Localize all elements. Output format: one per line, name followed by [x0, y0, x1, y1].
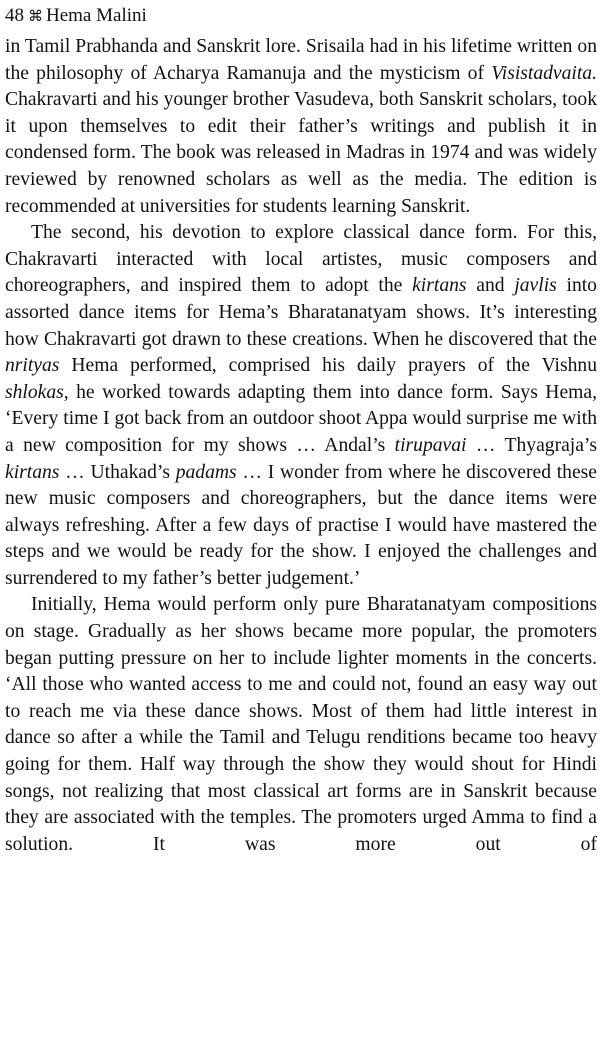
text-run: The second, his devotion to explore classical dance form. For this, Chakravarti interacted with local artistes, music composers and choreographers, and inspired them to adopt the: [5, 222, 597, 297]
text-run: Chakravarti and his younger brother Vasudeva, both Sanskrit scholars, took it upon themselves to edit their father’s writings and publish it in condensed form. The book was released in Madras in 1974 and was widely reviewed by renowned scholars as well as the media. The edition is recommended at universities for students learning Sanskrit.: [5, 89, 597, 217]
separator-icon: ⌘: [28, 7, 43, 25]
running-title: Hema Malini: [46, 5, 147, 26]
text-run: … Thyagraja’s: [466, 434, 597, 456]
text-run: … I wonder from where he discovered these new music composers and choreographers, but the dance items were always refreshing. After a few days of practise I would have mastered the steps and we would be ready for the show. I enjoyed the challenges and surrendered to my father’s better judgement.’: [5, 461, 597, 589]
text-run: into assorted dance items for Hema’s Bharatanatyam shows. It’s interesting how Chakravarti got drawn to these creations. When he discovered that the: [5, 275, 597, 350]
italic-term: kirtans: [5, 461, 60, 483]
running-head: [5, 4, 597, 34]
text-run: he worked towards adapting them into dance form. Says Hema, ‘Every time I got back from an outdoor shoot Appa would surprise me with a new composition for my shows … Andal’s: [5, 381, 597, 456]
text-run: and: [466, 275, 515, 297]
paragraph-1: [5, 34, 597, 220]
italic-term: padams: [175, 461, 237, 483]
text-run: Hema performed, comprised his daily prayers of the Vishnu: [59, 355, 597, 377]
page-number: 48: [5, 5, 24, 26]
italic-term: Visistadvaita.: [491, 62, 597, 84]
text-run: in Tamil Prabhanda and Sanskrit lore. Srisaila had in his lifetime written on the philosophy of Acharya Ramanuja and the mysticism of: [5, 36, 597, 84]
italic-term: kirtans: [412, 275, 467, 297]
italic-term: shlokas,: [5, 381, 69, 403]
italic-term: javlis: [514, 275, 557, 297]
italic-term: tirupavai: [394, 434, 467, 456]
text-run: … Uthakad’s: [59, 461, 176, 483]
paragraph-3: [5, 592, 597, 858]
body-text: [5, 34, 597, 858]
paragraph-2: [5, 220, 597, 592]
italic-term: nrityas: [5, 355, 60, 377]
text-run: Initially, Hema would perform only pure Bharatanatyam compositions on stage. Gradually as her shows became more popular, the promoters began putting pressure on her to include lighter moments in the concerts. ‘All those who wanted access to me and could not, found an easy way out to reach me via these dance shows. Most of them had little interest in dance so after a while the Tamil and Telugu renditions became too heavy going for them. Half way through the show they would shout for Hindi songs, not realizing that most classical art forms are in Sanskrit because they are associated with the temples. The promoters urged Amma to find a solution. It was more out of: [5, 594, 597, 855]
